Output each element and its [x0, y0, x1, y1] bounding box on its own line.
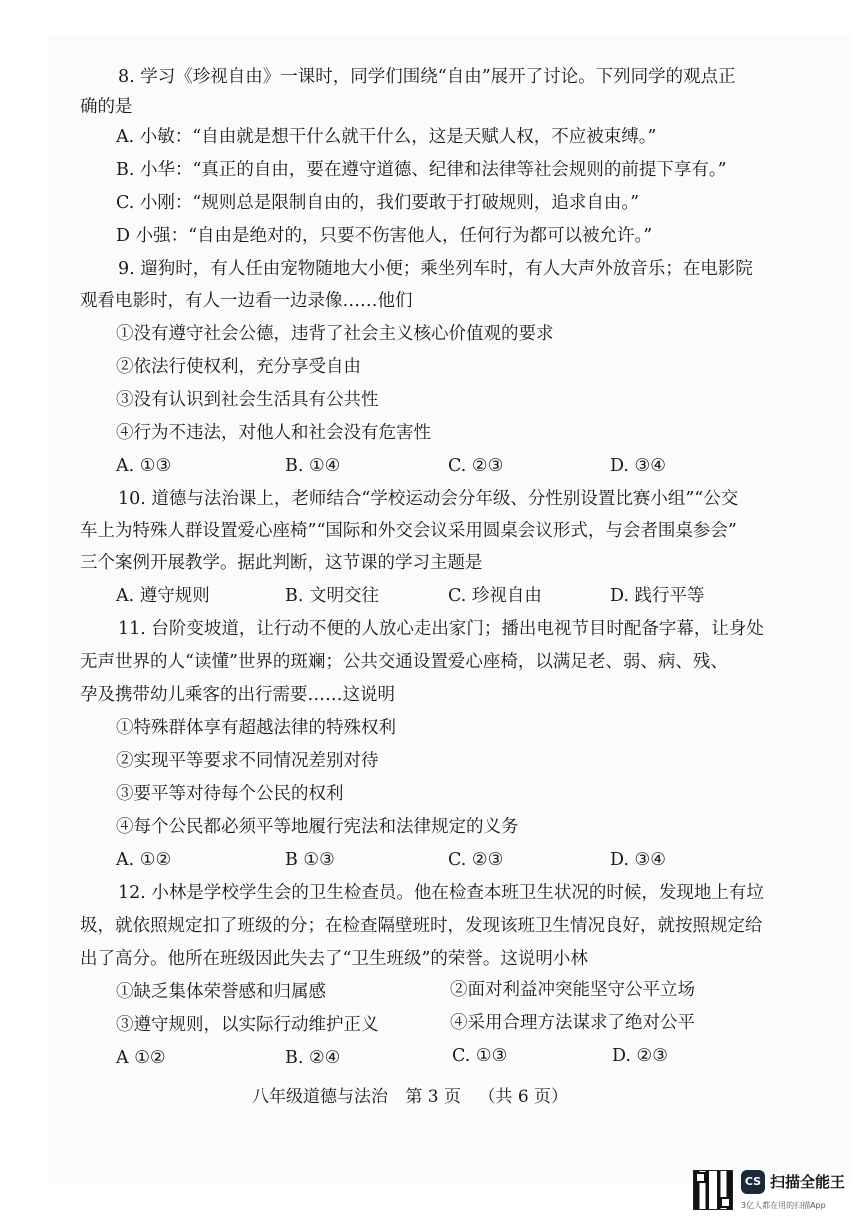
q8-option-a: A. 小敏：“自由就是想干什么就干什么，这是天赋人权，不应被束缚。”	[116, 127, 657, 147]
watermark-brand: 扫描全能王	[770, 1173, 846, 1191]
q9-stem-line1: 9. 遛狗时，有人任由宠物随地大小便；乘坐列车时，有人大声外放音乐；在电影院	[118, 259, 753, 279]
q12-option-a: A ①②	[116, 1048, 166, 1068]
q9-stem-line2: 观看电影时，有人一边看一边录像……他们	[80, 291, 413, 311]
q11-option-b: B ①③	[285, 850, 335, 870]
q12-statement-2: ②面对利益冲突能坚守公平立场	[450, 980, 695, 1000]
q9-option-b: B. ①④	[285, 456, 341, 476]
q12-statement-3: ③遵守规则，以实际行动维护正义	[116, 1015, 379, 1035]
q9-statement-4: ④行为不违法，对他人和社会没有危害性	[116, 423, 431, 443]
q9-statement-3: ③没有认识到社会生活具有公共性	[116, 390, 379, 410]
q12-statement-4: ④采用合理方法谋求了绝对公平	[450, 1013, 695, 1033]
q8-stem-line2: 确的是	[80, 97, 133, 117]
q10-stem-line3: 三个案例开展教学。据此判断，这节课的学习主题是	[80, 553, 483, 573]
q12-option-c: C. ①③	[452, 1046, 508, 1066]
footer-total-pages: （共 6 页）	[478, 1087, 569, 1107]
q9-option-c: C. ②③	[448, 456, 504, 476]
q8-option-d: D 小强：“自由是绝对的，只要不伤害他人，任何行为都可以被允许。”	[116, 226, 653, 246]
q11-statement-3: ③要平等对待每个公民的权利	[116, 784, 344, 804]
q11-stem-line2: 无声世界的人“读懂”世界的斑斓；公共交通设置爱心座椅，以满足老、弱、病、残、	[80, 652, 728, 672]
qr-code-icon	[693, 1170, 733, 1210]
q12-stem-line3: 出了高分。他所在班级因此失去了“卫生班级”的荣誉。这说明小林	[80, 949, 588, 969]
q11-statement-2: ②实现平等要求不同情况差别对待	[116, 751, 379, 771]
q8-option-b: B. 小华：“真正的自由，要在遵守道德、纪律和法律等社会规则的前提下享有。”	[116, 160, 727, 180]
q10-option-b: B. 文明交往	[285, 586, 379, 606]
q8-stem-line1: 8. 学习《珍视自由》一课时，同学们围绕“自由”展开了讨论。下列同学的观点正	[118, 67, 736, 87]
q11-option-c: C. ②③	[448, 850, 504, 870]
q12-option-b: B. ②④	[285, 1048, 341, 1068]
q12-stem-line1: 12. 小林是学校学生会的卫生检查员。他在检查本班卫生状况的时候，发现地上有垃	[118, 883, 764, 903]
q9-statement-1: ①没有遵守社会公德，违背了社会主义核心价值观的要求	[116, 324, 554, 344]
q10-stem-line2: 车上为特殊人群设置爱心座椅”“国际和外交会议采用圆桌会议形式，与会者围桌参会”	[80, 521, 737, 541]
page-footer	[252, 1082, 580, 1107]
q11-stem-line3: 孕及携带幼儿乘客的出行需要……这说明	[80, 685, 395, 705]
footer-page-number: 第 3 页	[405, 1087, 462, 1107]
q10-option-d: D. 践行平等	[610, 586, 705, 606]
q8-option-c: C. 小刚：“规则总是限制自由的，我们要敢于打破规则，追求自由。”	[116, 193, 640, 213]
q11-statement-1: ①特殊群体享有超越法律的特殊权利	[116, 718, 396, 738]
q11-option-a: A. ①②	[116, 850, 172, 870]
q9-option-d: D. ③④	[610, 456, 666, 476]
q11-option-d: D. ③④	[610, 850, 666, 870]
watermark-tagline: 3亿人都在用的扫描App	[741, 1201, 826, 1210]
q11-stem-line1: 11. 台阶变坡道，让行动不便的人放心走出家门；播出电视节目时配备字幕，让身处	[118, 619, 764, 639]
q9-option-a: A. ①③	[116, 456, 172, 476]
scanner-watermark	[693, 1168, 863, 1224]
camscanner-logo-icon: CS	[741, 1170, 765, 1194]
q10-stem-line1: 10. 道德与法治课上，老师结合“学校运动会分年级、分性别设置比赛小组”“公交	[118, 489, 739, 509]
q9-statement-2: ②依法行使权利，充分享受自由	[116, 357, 361, 377]
q11-statement-4: ④每个公民都必须平等地履行宪法和法律规定的义务	[116, 817, 519, 837]
q10-option-a: A. 遵守规则	[116, 586, 210, 606]
footer-subject: 八年级道德与法治	[252, 1087, 388, 1107]
q10-option-c: C. 珍视自由	[448, 586, 542, 606]
q12-statement-1: ①缺乏集体荣誉感和归属感	[116, 982, 326, 1002]
q12-option-d: D. ②③	[612, 1046, 668, 1066]
q12-stem-line2: 圾，就依照规定扣了班级的分；在检查隔壁班时，发现该班卫生情况良好，就按照规定给	[80, 916, 763, 936]
